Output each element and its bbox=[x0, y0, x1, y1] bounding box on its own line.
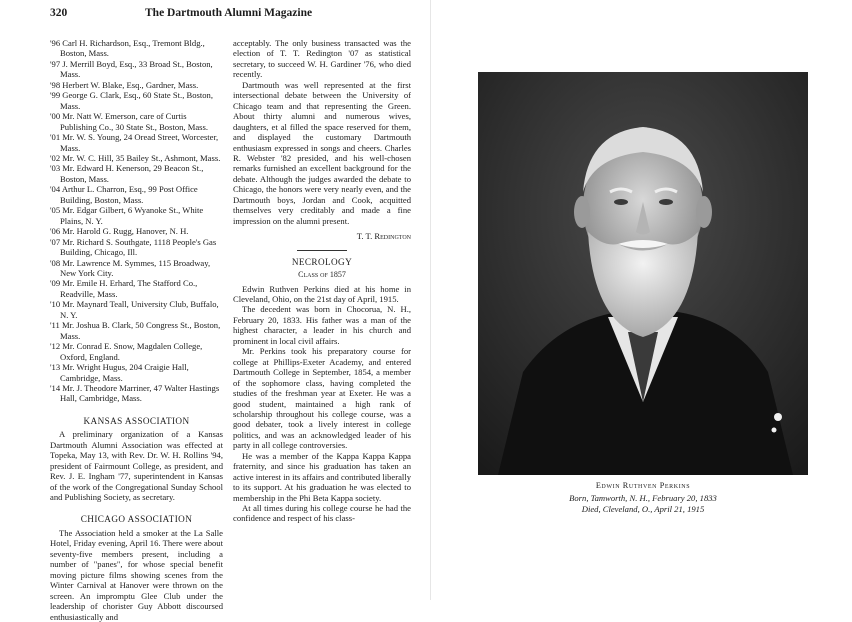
list-item: '09 Mr. Emile H. Erhard, The Stafford Co., Readville, Mass. bbox=[50, 278, 198, 299]
list-item: '98 Herbert W. Blake, Esq., Gardner, Mass. bbox=[50, 79, 199, 90]
list-item: '02 Mr. W. C. Hill, 35 Bailey St., Ashmont, Mass. bbox=[50, 152, 221, 163]
list-item: '03 Mr. Edward H. Kenerson, 29 Beacon St., Boston, Mass. bbox=[50, 163, 204, 184]
obituary-paragraph: At all times during his college course he had the confidence and respect of his class- bbox=[233, 503, 411, 524]
list-item: '08 Mr. Lawrence M. Symmes, 115 Broadway, New York City. bbox=[50, 257, 211, 278]
necrology-heading: NECROLOGY bbox=[291, 256, 353, 267]
list-item: '99 George G. Clark, Esq., 60 State St., Boston, Mass. bbox=[50, 90, 213, 111]
list-item: '04 Arthur L. Charron, Esq., 99 Post Office Building, Boston, Mass. bbox=[50, 184, 198, 205]
list-item: '10 Mr. Maynard Teall, University Club, Buffalo, N. Y. bbox=[50, 299, 219, 320]
obituary-paragraph: The decedent was born in Chocorua, N. H., February 20, 1833. His father was a man of the highest character, a leader in his church and prominent in local civil affairs. bbox=[233, 304, 411, 346]
list-item: '05 Mr. Edgar Gilbert, 6 Wyanoke St., White Plains, N. Y. bbox=[50, 205, 204, 226]
section-divider bbox=[297, 250, 347, 251]
list-item: '96 Carl H. Richardson, Esq., Tremont Bldg., Boston, Mass. bbox=[50, 38, 205, 59]
chicago-paragraph: The Association held a smoker at the La Salle Hotel, Friday evening, April 16. There were about seventy-five members present, including a number of "panes", for whose special benefit moving picture films showing scenes from the Winter Carnival at Hanover were thrown on the screen. An impromptu Glee Club under the leadership of chorister Guy Abbott discoursed enthusiastically and bbox=[50, 527, 223, 622]
kansas-paragraph: A preliminary organization of a Kansas Dartmouth Alumni Association was effected at Topeka, May 13, with Rev. Dr. W. H. Rollins '94, president of Fairmount College, as president, and Rev. J. E. Ingham '77, superintendent in Kansas of the work of the Congregational Sunday School and Publishing Society, as secretary. bbox=[50, 429, 223, 503]
list-item: '12 Mr. Conrad E. Snow, Magdalen College, Oxford, England. bbox=[50, 341, 203, 362]
chicago-heading: CHICAGO ASSOCIATION bbox=[80, 514, 193, 525]
photo-caption-name: Edwin Ruthven Perkins bbox=[595, 481, 691, 490]
right-page bbox=[430, 0, 852, 600]
list-item: '13 Mr. Wright Hugus, 204 Craigie Hall, Cambridge, Mass. bbox=[50, 362, 189, 383]
obituary-paragraph: He was a member of the Kappa Kappa Kappa fraternity, and since his graduation has taken an active interest in its affairs and contributed liberally to its support. At his graduation he was elected to membership in the Phi Beta Kappa society. bbox=[233, 450, 411, 503]
obituary-paragraph: Mr. Perkins took his preparatory course for college at Phillips-Exeter Academy, and entered Dartmouth College in September, 1854, a member of the sophomore class, having completed the studies of the freshman year at Exeter. He was a good student, maintained a high rank of scholarship throughout his college course, was a good debater, took a lively interest in college politics, and was an acknowledged leader of his party in all college controversies. bbox=[233, 346, 411, 451]
list-item: '01 Mr. W. S. Young, 24 Oread Street, Worcester, Mass. bbox=[50, 132, 219, 153]
class-label: Class of 1857 bbox=[298, 270, 346, 280]
list-item: '14 Mr. J. Theodore Marriner, 47 Walter Hastings Hall, Cambridge, Mass. bbox=[50, 382, 220, 404]
page-header bbox=[50, 7, 420, 23]
left-column bbox=[50, 38, 223, 622]
obituary-paragraph: Edwin Ruthven Perkins died at his home in Cleveland, Ohio, on the 21st day of April, 1915. bbox=[233, 283, 411, 304]
chicago-paragraph-continued: acceptably. The only business transacted was the election of T. T. Redington '07 as statistical secretary, to succeed W. H. Gardiner '76, who died recently. bbox=[233, 38, 411, 80]
magazine-title: The Dartmouth Alumni Magazine bbox=[145, 7, 313, 19]
class-secretaries-list bbox=[50, 38, 223, 404]
photo-caption-born: Born, Tamworth, N. H., February 20, 1833 bbox=[569, 493, 717, 503]
chicago-debate-paragraph: Dartmouth was well represented at the first intersectional debate between the University of Chicago team and that representing the Green. About thirty alumni and numerous wives, daughters, et al filled the space reserved for them, and displayed the customary Dartmouth enthusiasm expressed in songs and cheers. Charles R. Webster '82 presided, and his well-chosen remarks furnished an excellent background for the debate. Although the judges awarded the debate to Chicago, the honors were very nearly even, and the Dartmouth boys, Jordan and Cook, acquitted themselves very creditably and made a fine impression on the alumni present. bbox=[233, 79, 411, 226]
list-item: '07 Mr. Richard S. Southgate, 1118 People's Gas Building, Chicago, Ill. bbox=[50, 236, 217, 258]
article-signature: T. T. Redington bbox=[356, 231, 411, 242]
list-item: '00 Mr. Natt W. Emerson, care of Curtis Publishing Co., 30 State St., Boston, Mass. bbox=[50, 111, 209, 132]
list-item: '11 Mr. Joshua B. Clark, 50 Congress St., Boston, Mass. bbox=[50, 320, 221, 341]
list-item: '97 J. Merrill Boyd, Esq., 33 Broad St., Boston, Mass. bbox=[50, 58, 213, 80]
photo-caption-died: Died, Cleveland, O., April 21, 1915 bbox=[581, 504, 705, 514]
kansas-heading: KANSAS ASSOCIATION bbox=[83, 415, 190, 426]
portrait-photo bbox=[478, 72, 808, 475]
list-item: '06 Mr. Harold G. Rugg, Hanover, N. H. bbox=[50, 226, 189, 237]
right-column bbox=[233, 38, 411, 524]
portrait-image bbox=[478, 72, 808, 475]
page-number: 320 bbox=[50, 7, 68, 19]
